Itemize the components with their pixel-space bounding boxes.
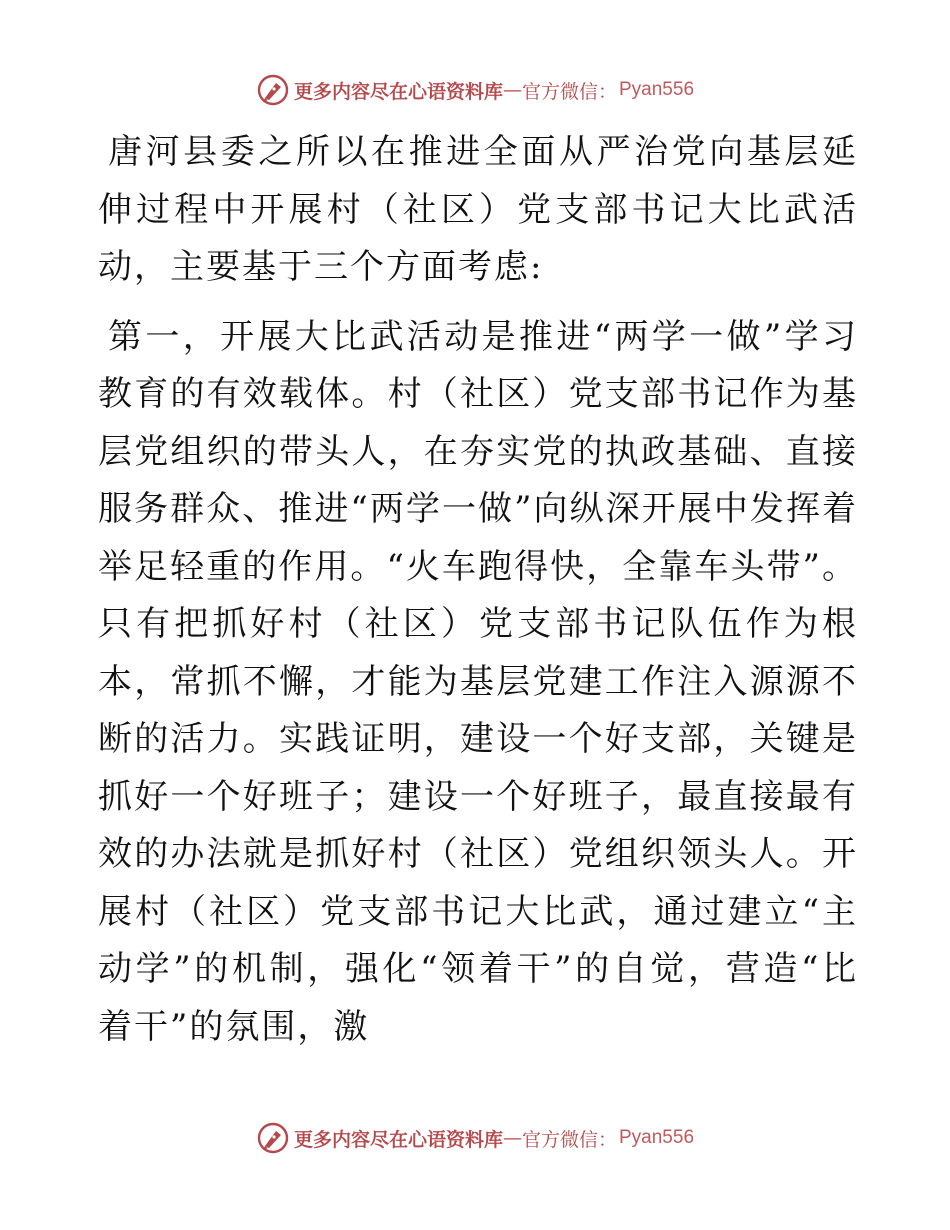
paragraph-intro: 唐河县委之所以在推进全面从严治党向基层延伸过程中开展村（社区）党支部书记大比武活动，主要基于三个方面考虑: (98, 132, 858, 287)
paragraph-first-point: 第一，开展大比武活动是推进“两学一做”学习教育的有效载体。村（社区）党支部书记作为基层党组织的带头人，在夯实党的执政基础、直接服务群众、推进“两学一做”向纵深开展中发挥着举足轻重的作用。“火车跑得快，全靠车头带”。只有把抓好村（社区）党支部书记队伍作为根本，常抓不懈，才能为基层党建工作注入源源不断的活力。实践证明，建设一个好支部，关键是抓好一个好班子；建设一个好班子，最直接最有效的办法就是抓好村（社区）党组织领头人。开展村（社区）党支部书记大比武，通过建立“主动学”的机制，强化“领着干”的自觉，营造“比着干”的氛围，激 (98, 316, 858, 1047)
header-banner (0, 70, 950, 110)
banner-account-id: Pyan556 (619, 79, 695, 100)
banner-brand-text: 更多内容尽在心语资料库 (293, 1128, 503, 1151)
pen-nib-logo-icon (256, 73, 290, 107)
banner-brand-text: 更多内容尽在心语资料库 (293, 80, 503, 103)
banner-dash: — (502, 79, 522, 101)
banner-contact-label: 官方微信： (521, 1128, 617, 1151)
document-body (98, 124, 858, 1056)
banner-dash: — (502, 1127, 522, 1149)
pen-nib-logo-icon (256, 1121, 290, 1155)
banner-account-id: Pyan556 (619, 1127, 695, 1148)
footer-banner (0, 1118, 950, 1158)
banner-contact-label: 官方微信： (521, 80, 617, 103)
